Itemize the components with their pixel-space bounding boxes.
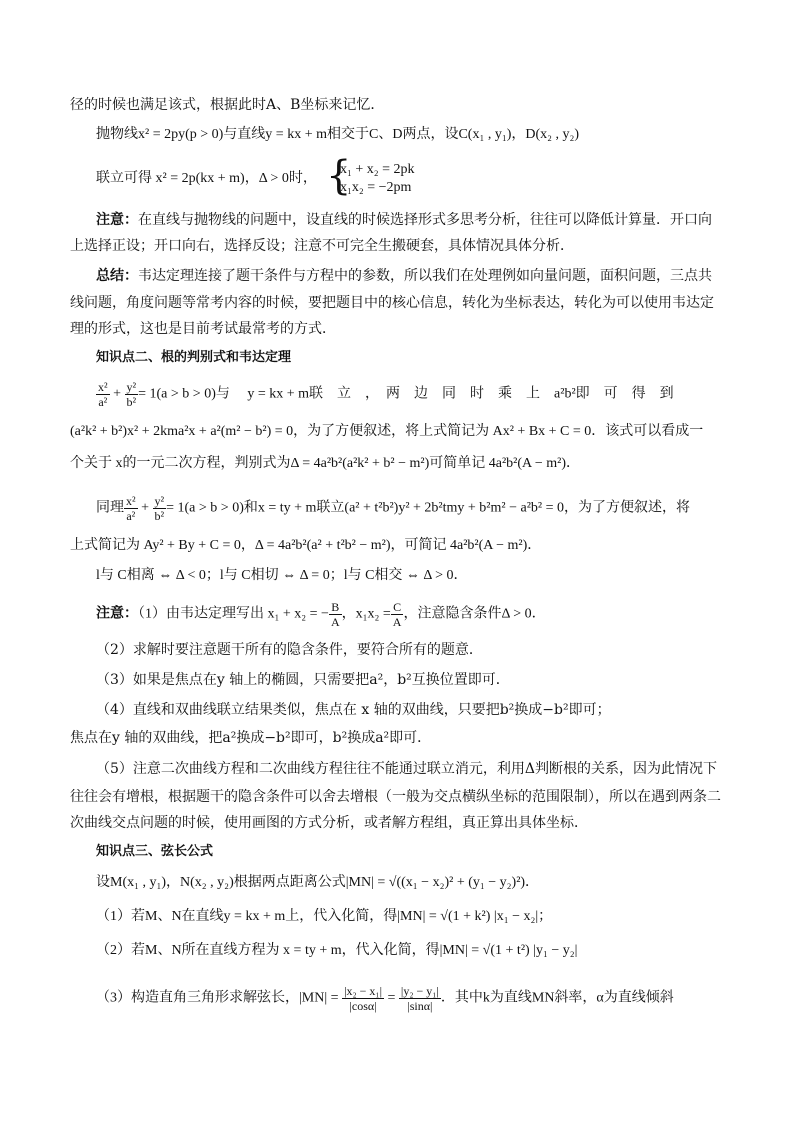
text-fragment: 在直线与抛物线的问题中，设直线的时候选择形式多思考分析，往往可以降低计算量．开口向 [138, 212, 712, 228]
text-line: 往往会有增根，根据题干的隐含条件可以舍去增根（一般为交点横纵坐标的范围限制），所以在遇到两条二 [70, 789, 721, 805]
text-line: 径的时候也满足该式，根据此时A、B坐标来记忆． [70, 97, 385, 113]
system-row: x₁ + x₂ = 2pk [340, 162, 415, 177]
text-line: 焦点在y 轴的双曲线，把a²换成−b²即可，b²换成a²即可． [70, 730, 432, 746]
left-brace: { [326, 153, 352, 199]
text-fragment: 联立可得 x² = 2p(kx + m)，Δ > 0时， [96, 171, 317, 186]
text-fragment: 同理 [96, 500, 124, 516]
text-line: （3）如果是焦点在y 轴上的椭圆，只需要把a²，b²互换位置即可． [96, 672, 510, 688]
text-line: 设M(x₁ , y₁)，N(x₂ , y₂)根据两点距离公式|MN| = √((x₁ − x₂)² + (y₁ − y₂)²)． [96, 875, 540, 890]
text-line: 上式简记为 Ay² + By + C = 0，Δ = 4a²b²(a² + t²b² − m²)，可简记 4a²b²(A − m²)． [70, 538, 542, 553]
fraction: $\frac{\text{x²}}{\text{a²}}$ [126, 494, 136, 523]
section-heading: 知识点二、根的判别式和韦达定理 [96, 350, 292, 365]
text-fragment: = 1(a > b > 0)和x = ty + m联立(a² + t²b²)y² + 2b²tmy + b²m² − a²b² = 0，为了方便叙述，将 [166, 500, 690, 516]
text-line: （2）求解时要注意题干所有的隐含条件，要符合所有的题意． [96, 642, 483, 658]
summary-label: 总结： [96, 268, 138, 284]
note-label: 注意： [96, 212, 138, 228]
fraction: $\frac{C}{A}$ [392, 600, 402, 629]
system-row: x₁x₂ = −2pm [340, 180, 412, 195]
section-heading: 知识点三、弦长公式 [96, 844, 214, 859]
fraction: $\frac{\text{y²}}{\text{b²}}$ [154, 494, 165, 523]
text-fragment: 韦达定理连接了题干条件与方程中的参数，所以我们在处理例如向量问题，面积问题，三点共 [138, 268, 712, 284]
text-line: （1）若M、N在直线y = kx + m上，代入化简，得|MN| = √(1 + k²) |x₁ − x₂|； [96, 909, 553, 924]
fraction: $\frac{B}{A}$ [330, 600, 340, 629]
note-label: 注意： [96, 605, 138, 622]
text-line: 理的形式，这也是目前考试最常考的方式． [70, 321, 336, 337]
text-line: 线问题，角度问题等常考内容的时候，要把题目中的核心信息，转化为坐标表达，转化为可以使用韦达定 [70, 295, 714, 311]
note-paragraph [96, 211, 756, 229]
text-line: 抛物线x² = 2py(p > 0)与直线y = kx + m相交于C、D两点，设C(x₁ , y₁)，D(x₂ , y₂) [96, 127, 580, 142]
text-line: l与 C相离 ⇔ Δ < 0；l与 C相切 ⇔ Δ = 0；l与 C相交 ⇔ Δ > 0． [96, 568, 468, 583]
text-line: （3）构造直角三角形求解弦长，|MN| = $\frac{\text{|x₂ − x₁|}}{|\cos\alpha|}$ = $\frac{\text{|y₂ − y₁|}}{|\sin\alpha|}$ ．其中k为直线MN斜率，α为直线倾斜 [96, 984, 674, 1013]
text-fragment: = 1(a > b > 0)与 y = kx + m联 立 ， 两 边 同 时 乘 上 a²b²即 可 得 到 [138, 386, 674, 402]
equation-system [326, 153, 466, 199]
text-line: 同理 $\frac{\text{x²}}{\text{a²}}$ + $\frac{\text{y²}}{\text{b²}}$ = 1(a > b > 0)和x = ty + m联立(a² + t²b²)y² + 2b²tmy + b²m² − a²b² = 0，为了方便叙述，将 [96, 494, 690, 523]
text-line: （5）注意二次曲线方程和二次曲线方程往往不能通过联立消元，利用Δ判断根的关系，因为此情况下 [96, 761, 718, 777]
fraction: $\frac{\text{|y₂ − y₁|}}{|\sin\alpha|}$ [400, 984, 439, 1013]
note-paragraph: 注意：（1）由韦达定理写出 x₁ + x₂ = − $\frac{B}{A}$ ，x₁x₂ = $\frac{C}{A}$ ，注意隐含条件Δ > 0． [96, 600, 546, 629]
text-line: 次曲线交点问题的时候，使用画图的方式分析，或者解方程组，真正算出具体坐标． [70, 815, 588, 831]
fraction: $\frac{\text{x²}}{\text{a²}}$ [98, 380, 108, 409]
text-line: （4）直线和双曲线联立结果类似，焦点在 x 轴的双曲线，只要把b²换成−b²即可； [96, 702, 611, 718]
fraction: $\frac{\text{y²}}{\text{b²}}$ [126, 380, 137, 409]
summary-paragraph [96, 267, 756, 285]
text-line: $\frac{\text{x²}}{\text{a²}}$ + $\frac{\text{y²}}{\text{b²}}$ = 1(a > b > 0)与 y = kx + m联 立 ， 两 边 同 时 乘 上 a²b²即 可 得 到 [98, 380, 674, 409]
text-line: 上选择正设；开口向右，选择反设；注意不可完全生搬硬套，具体情况具体分析． [70, 238, 574, 254]
text-line: (a²k² + b²)x² + 2kma²x + a²(m² − b²) = 0，为了方便叙述，将上式简记为 Ax² + Bx + C = 0．该式可以看成一 [70, 424, 704, 439]
text-line: （2）若M、N所在直线方程为 x = ty + m，代入化简，得|MN| = √(1 + t²) |y₁ − y₂| [96, 943, 578, 958]
text-line: 个关于 x的一元二次方程，判别式为Δ = 4a²b²(a²k² + b² − m²)可简单记 4a²b²(A − m²)． [70, 456, 580, 471]
fraction: $\frac{\text{|x₂ − x₁|}}{|\cos\alpha|}$ [344, 984, 383, 1013]
